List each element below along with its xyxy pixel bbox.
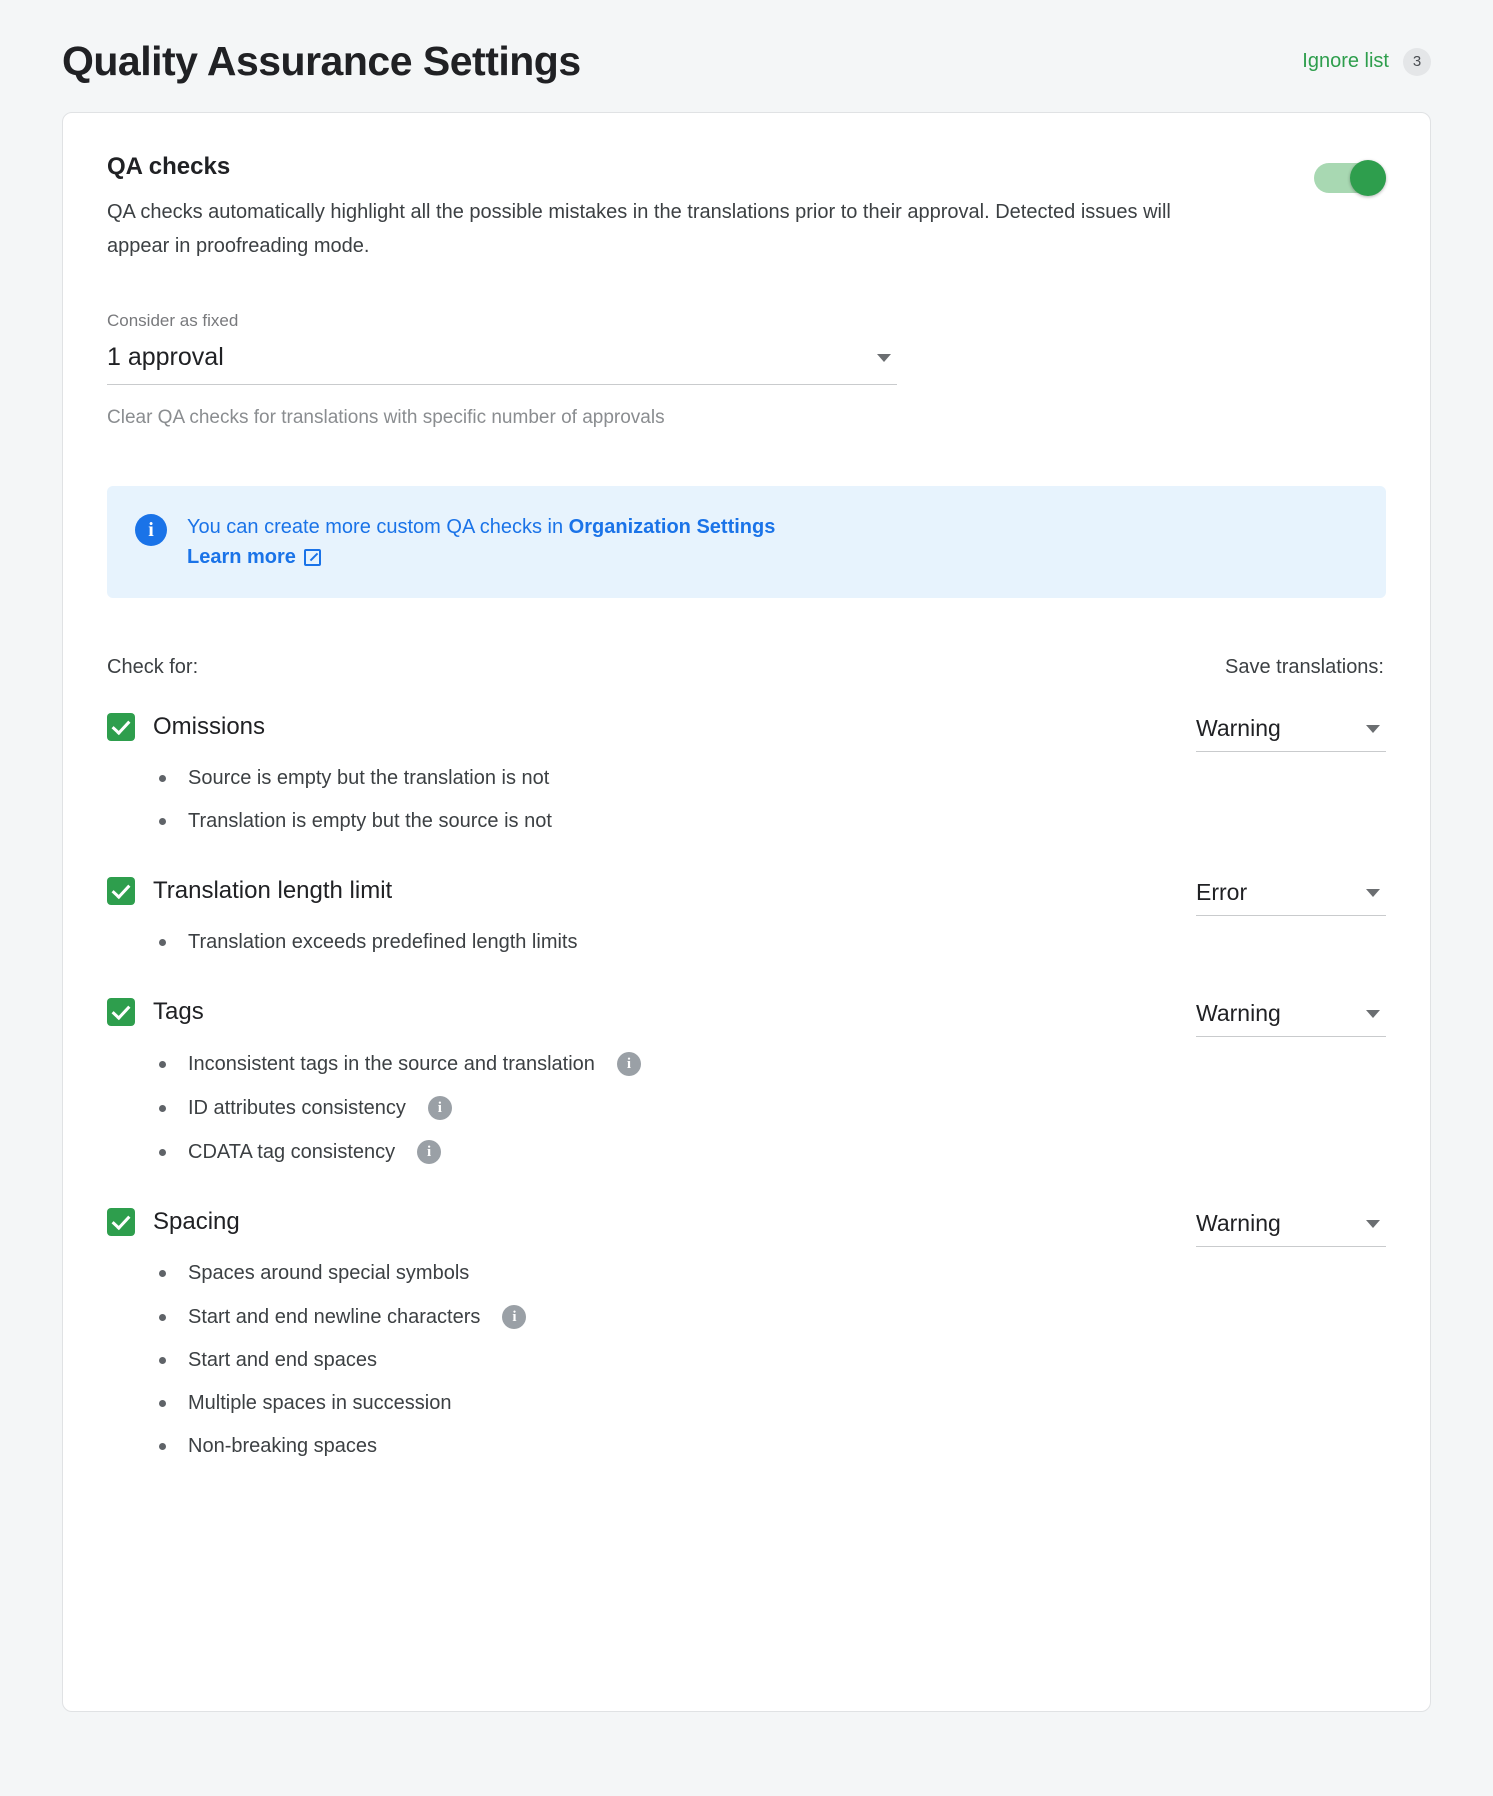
list-item	[159, 1425, 1196, 1468]
check-group-body	[107, 998, 1196, 1174]
check-group	[107, 713, 1386, 843]
qa-checks-description: QA checks automatically highlight all the possible mistakes in the translations prior to their approval. Detected issues will appear in proofreading mode.	[107, 201, 1171, 257]
bullet-icon	[159, 775, 166, 782]
check-item-list	[107, 921, 1196, 964]
list-item	[159, 1130, 1196, 1174]
list-item-label: Non-breaking spaces	[188, 1435, 377, 1457]
consider-as-fixed-select[interactable]	[107, 343, 897, 385]
qa-checks-title: QA checks	[107, 153, 231, 180]
list-item	[159, 1339, 1196, 1382]
check-item-list	[107, 1042, 1196, 1174]
list-item	[159, 1295, 1196, 1339]
severity-select-tags[interactable]	[1196, 1000, 1386, 1037]
check-group-body	[107, 713, 1196, 843]
consider-as-fixed-label: Consider as fixed	[107, 311, 239, 330]
list-item-label: Translation is empty but the source is not	[188, 810, 552, 832]
check-group	[107, 877, 1386, 964]
severity-value: Warning	[1196, 1210, 1281, 1236]
consider-as-fixed-field	[107, 311, 1386, 429]
list-item-label: Source is empty but the translation is not	[188, 767, 550, 789]
list-item-label: Spaces around special symbols	[188, 1262, 470, 1284]
check-group	[107, 1208, 1386, 1468]
info-icon[interactable]: i	[502, 1305, 526, 1329]
severity-value: Warning	[1196, 1000, 1281, 1026]
check-title-row	[107, 713, 1196, 741]
check-title-row	[107, 998, 1196, 1026]
bullet-icon	[159, 1400, 166, 1407]
bullet-icon	[159, 1357, 166, 1364]
chevron-down-icon	[1366, 1010, 1380, 1018]
check-for-label: Check for:	[107, 656, 199, 678]
bullet-icon	[159, 1314, 166, 1321]
list-item-label: Inconsistent tags in the source and translation	[188, 1052, 595, 1075]
check-checkbox-translation-length-limit[interactable]	[107, 877, 135, 905]
checks-list-header	[107, 656, 1386, 679]
ignore-list-count-badge: 3	[1403, 48, 1431, 76]
check-title: Tags	[153, 998, 204, 1025]
check-title: Spacing	[153, 1208, 240, 1235]
external-link-icon	[304, 549, 321, 566]
info-banner-text-lead: You can create more custom QA checks in	[187, 516, 569, 538]
list-item	[159, 800, 1196, 843]
list-item	[159, 1042, 1196, 1086]
check-group-body	[107, 877, 1196, 964]
consider-as-fixed-value: 1 approval	[107, 343, 224, 371]
info-icon[interactable]: i	[617, 1052, 641, 1076]
list-item-label: Start and end spaces	[188, 1349, 378, 1371]
check-title-row	[107, 877, 1196, 905]
list-item-label: Start and end newline characters	[188, 1305, 481, 1328]
ignore-list-link[interactable]: Ignore list	[1302, 50, 1389, 72]
qa-checks-card	[62, 112, 1431, 1712]
list-item	[159, 921, 1196, 964]
check-title-row	[107, 1208, 1196, 1236]
chevron-down-icon	[877, 354, 891, 362]
severity-value: Warning	[1196, 715, 1281, 741]
bullet-icon	[159, 1105, 166, 1112]
bullet-icon	[159, 1443, 166, 1450]
bullet-icon	[159, 939, 166, 946]
list-item	[159, 757, 1196, 800]
header-actions	[1302, 48, 1431, 76]
qa-checks-toggle[interactable]	[1314, 163, 1386, 193]
severity-select-spacing[interactable]	[1196, 1210, 1386, 1247]
check-item-list	[107, 1252, 1196, 1468]
consider-as-fixed-hint: Clear QA checks for translations with specific number of approvals	[107, 407, 665, 428]
check-item-list	[107, 757, 1196, 843]
learn-more-link[interactable]	[187, 542, 321, 572]
check-title: Omissions	[153, 713, 266, 740]
chevron-down-icon	[1366, 725, 1380, 733]
info-icon[interactable]: i	[428, 1096, 452, 1120]
info-banner-text	[187, 512, 775, 572]
info-icon: i	[135, 514, 167, 546]
save-translations-label: Save translations:	[1225, 656, 1384, 678]
severity-select-omissions[interactable]	[1196, 715, 1386, 752]
check-group-body	[107, 1208, 1196, 1468]
list-item	[159, 1086, 1196, 1130]
list-item	[159, 1382, 1196, 1425]
page-title: Quality Assurance Settings	[62, 38, 581, 84]
severity-value: Error	[1196, 879, 1248, 905]
check-checkbox-tags[interactable]	[107, 998, 135, 1026]
chevron-down-icon	[1366, 1220, 1380, 1228]
check-title: Translation length limit	[153, 877, 393, 904]
info-icon[interactable]: i	[417, 1140, 441, 1164]
list-item-label: Translation exceeds predefined length limits	[188, 931, 578, 953]
bullet-icon	[159, 1149, 166, 1156]
check-group	[107, 998, 1386, 1174]
list-item-label: CDATA tag consistency	[188, 1140, 396, 1163]
learn-more-label: Learn more	[187, 546, 296, 568]
list-item-label: Multiple spaces in succession	[188, 1392, 452, 1414]
severity-select-translation-length-limit[interactable]	[1196, 879, 1386, 916]
bullet-icon	[159, 1061, 166, 1068]
organization-settings-link[interactable]: Organization Settings	[568, 516, 776, 538]
toggle-knob	[1350, 160, 1386, 196]
check-checkbox-omissions[interactable]	[107, 713, 135, 741]
chevron-down-icon	[1366, 889, 1380, 897]
bullet-icon	[159, 1270, 166, 1277]
bullet-icon	[159, 818, 166, 825]
list-item	[159, 1252, 1196, 1295]
page-header	[0, 0, 1493, 85]
check-checkbox-spacing[interactable]	[107, 1208, 135, 1236]
list-item-label: ID attributes consistency	[188, 1096, 406, 1119]
info-banner	[107, 486, 1386, 598]
